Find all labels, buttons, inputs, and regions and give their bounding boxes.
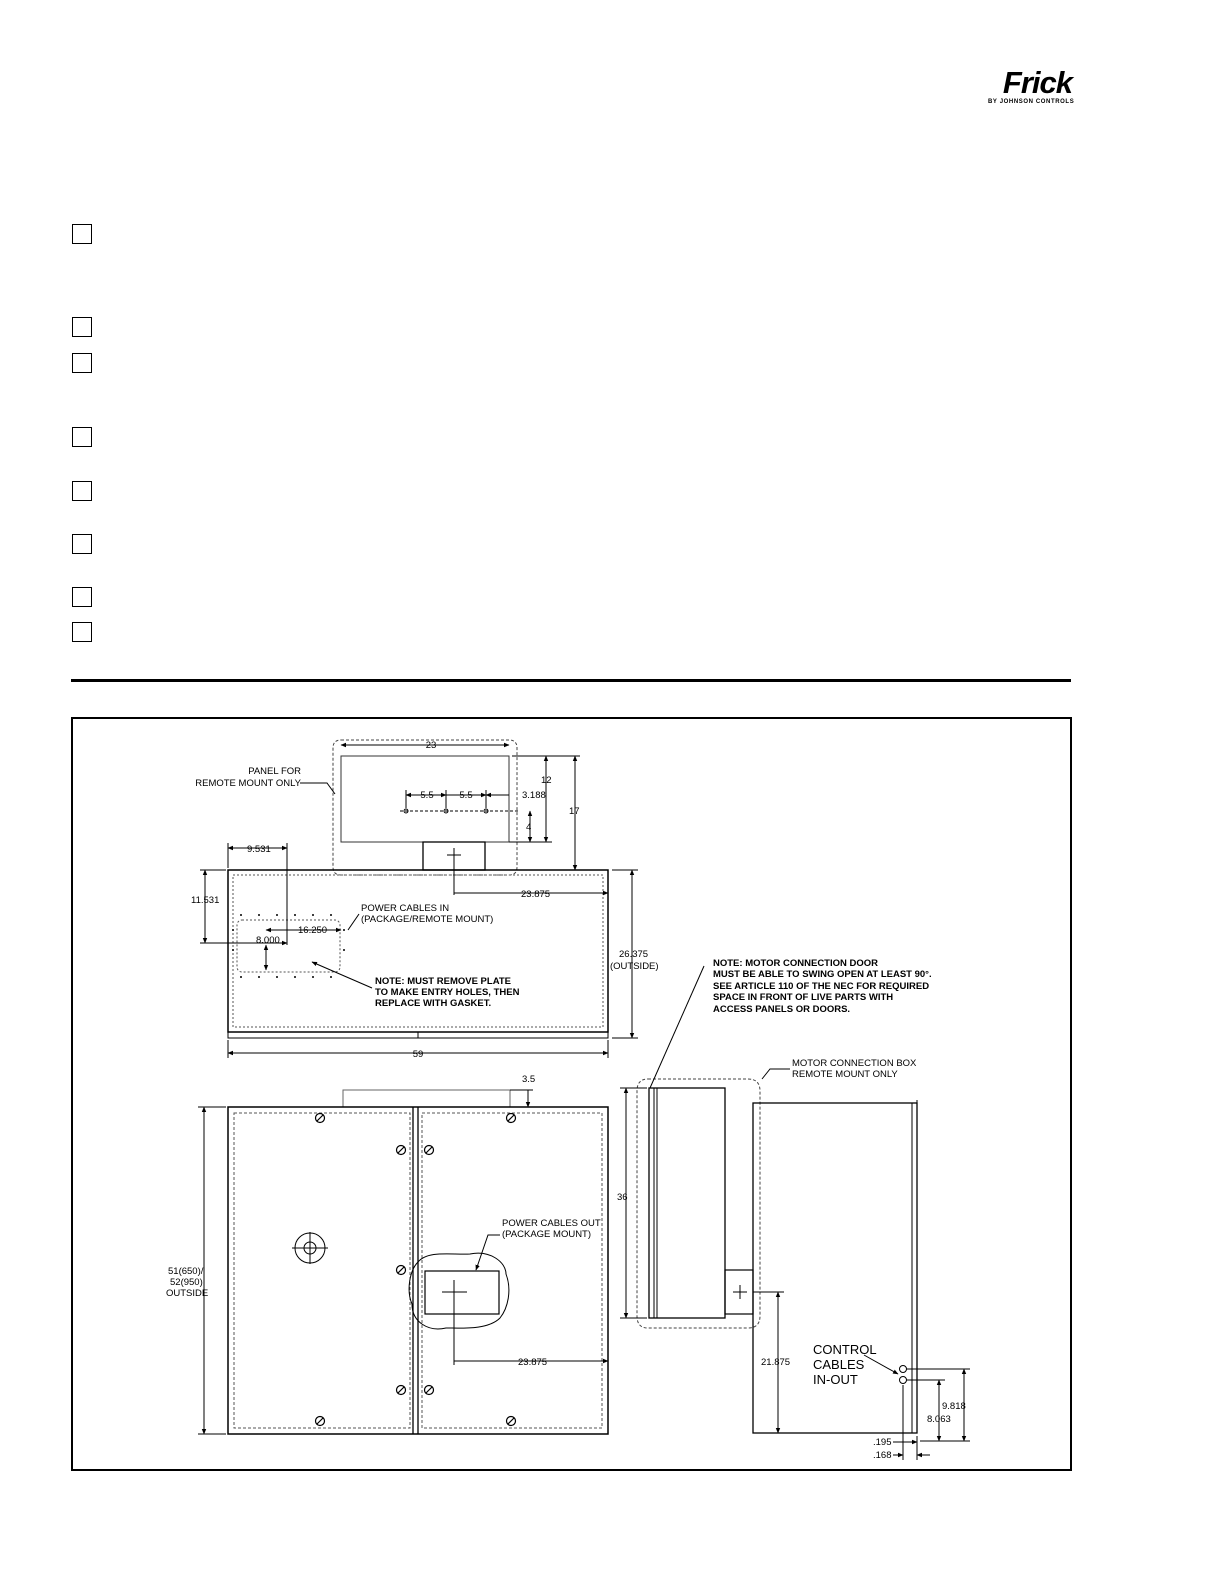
panel-label-2: REMOTE MOUNT ONLY xyxy=(195,778,301,789)
dim-9-531: 9.531 xyxy=(247,844,271,855)
dim-9-818: 9.818 xyxy=(942,1401,966,1412)
height-label-3: OUTSIDE xyxy=(166,1288,209,1299)
dim-11-531: 11.531 xyxy=(191,895,220,906)
dim-36: 36 xyxy=(617,1192,628,1203)
control-label-3: IN-OUT xyxy=(813,1372,858,1387)
logo-brand: Frick xyxy=(1002,65,1072,100)
dim-5-5-b: 5.5 xyxy=(459,790,473,801)
logo-subtitle: BY JOHNSON CONTROLS xyxy=(988,99,1075,105)
door-note-1: NOTE: MOTOR CONNECTION DOOR xyxy=(713,958,879,969)
dim-21-875: 21.875 xyxy=(761,1357,791,1368)
control-label-1: CONTROL xyxy=(813,1342,877,1357)
top-view-text xyxy=(191,740,659,1060)
dim-3-5: 3.5 xyxy=(522,1074,536,1085)
dim-8-063: 8.063 xyxy=(927,1414,951,1425)
front-view xyxy=(198,1090,608,1434)
door-note-2: MUST BE ABLE TO SWING OPEN AT LEAST 90°. xyxy=(713,969,932,980)
dim-4: 4 xyxy=(526,822,532,833)
side-view xyxy=(620,966,970,1460)
plate-note-3: REPLACE WITH GASKET. xyxy=(375,998,492,1009)
motor-box-label-2: REMOTE MOUNT ONLY xyxy=(792,1069,898,1080)
door-note-5: ACCESS PANELS OR DOORS. xyxy=(713,1004,851,1015)
dim-outside: (OUTSIDE) xyxy=(610,961,659,972)
dim-16-250: 16.250 xyxy=(298,925,328,936)
dim-23-875-front: 23.875 xyxy=(518,1357,548,1368)
dim-5-5-a: 5.5 xyxy=(420,790,434,801)
dim-26-375: 26.375 xyxy=(619,949,649,960)
front-view-text xyxy=(166,1074,601,1368)
plate-note-2: TO MAKE ENTRY HOLES, THEN xyxy=(375,987,520,998)
dim-12: 12 xyxy=(541,775,552,786)
power-out-label-1: POWER CABLES OUT xyxy=(502,1218,601,1229)
height-label-1: 51(650)/ xyxy=(168,1266,204,1277)
dim-17: 17 xyxy=(569,806,580,817)
door-note-4: SPACE IN FRONT OF LIVE PARTS WITH xyxy=(713,992,894,1003)
panel-label-1: PANEL FOR xyxy=(248,766,301,777)
dim-195: .195 xyxy=(873,1437,892,1448)
height-label-2: 52(950) xyxy=(170,1277,203,1288)
dim-59: 59 xyxy=(412,1049,424,1060)
door-note-3: SEE ARTICLE 110 OF THE NEC FOR REQUIRED xyxy=(713,981,930,992)
control-label-2: CABLES xyxy=(813,1357,865,1372)
dim-23: 23 xyxy=(425,740,437,751)
plate-note-1: NOTE: MUST REMOVE PLATE xyxy=(375,976,511,987)
dim-168: .168 xyxy=(873,1450,892,1461)
side-view-text xyxy=(617,958,966,1461)
dim-23-875-top: 23.875 xyxy=(521,889,551,900)
dim-8-000: 8.000 xyxy=(256,935,280,946)
dim-3-188: 3.188 xyxy=(522,790,546,801)
motor-box-label-1: MOTOR CONNECTION BOX xyxy=(792,1058,917,1069)
power-in-label-1: POWER CABLES IN xyxy=(361,903,450,914)
power-out-label-2: (PACKAGE MOUNT) xyxy=(502,1229,592,1240)
power-in-label-2: (PACKAGE/REMOTE MOUNT) xyxy=(361,914,494,925)
